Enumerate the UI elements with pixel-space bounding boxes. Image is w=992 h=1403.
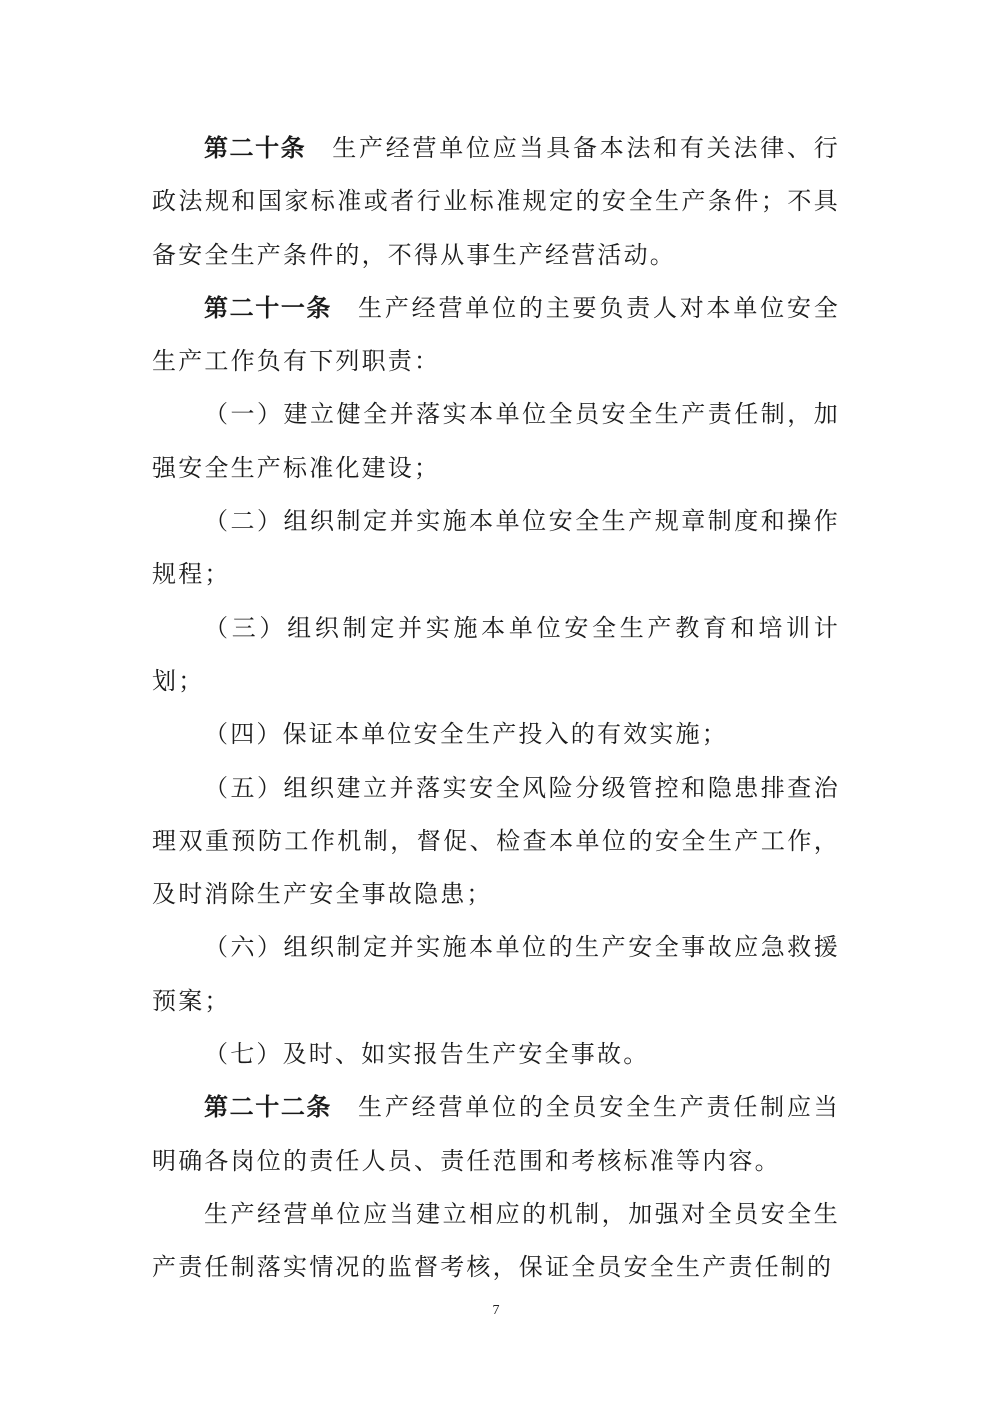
paragraph-article-22 <box>152 1081 840 1188</box>
list-item-3: （三）组织制定并实施本单位安全生产教育和培训计划； <box>152 613 840 695</box>
paragraph-text: 生产经营单位的主要负责人对本单位安全生产工作负有下列职责： <box>152 293 840 376</box>
list-item-5: （五）组织建立并落实安全风险分级管控和隐患排查治理双重预防工作机制，督促、检查本单位的安全生产工作，及时消除生产安全事故隐患； <box>152 773 840 909</box>
paragraph-continuation: 生产经营单位应当建立相应的机制，加强对全员安全生产责任制落实情况的监督考核，保证全员安全生产责任制的 <box>152 1199 840 1282</box>
article-heading: 第二十一条 <box>204 293 333 322</box>
article-heading: 第二十二条 <box>204 1093 333 1122</box>
paragraph-article-20 <box>152 122 840 282</box>
list-item-4: （四）保证本单位安全生产投入的有效实施； <box>204 720 728 749</box>
list-item-7: （七）及时、如实报告生产安全事故。 <box>204 1040 650 1069</box>
paragraph-text: 生产经营单位的全员安全生产责任制应当明确各岗位的责任人员、责任范围和考核标准等内容。 <box>152 1093 840 1175</box>
list-item-2: （二）组织制定并实施本单位安全生产规章制度和操作规程； <box>152 507 840 589</box>
article-heading: 第二十条 <box>204 134 307 162</box>
page-number: 7 <box>492 1303 500 1318</box>
list-item-1: （一）建立健全并落实本单位全员安全生产责任制，加强安全生产标准化建设； <box>152 400 840 482</box>
paragraph-text: 生产经营单位应当具备本法和有关法律、行政法规和国家标准或者行业标准规定的安全生产条件；不具备安全生产条件的，不得从事生产经营活动。 <box>152 134 840 269</box>
paragraph-article-21 <box>152 282 840 389</box>
document-body <box>152 122 840 1295</box>
list-item-6: （六）组织制定并实施本单位的生产安全事故应急救援预案； <box>152 933 840 1015</box>
